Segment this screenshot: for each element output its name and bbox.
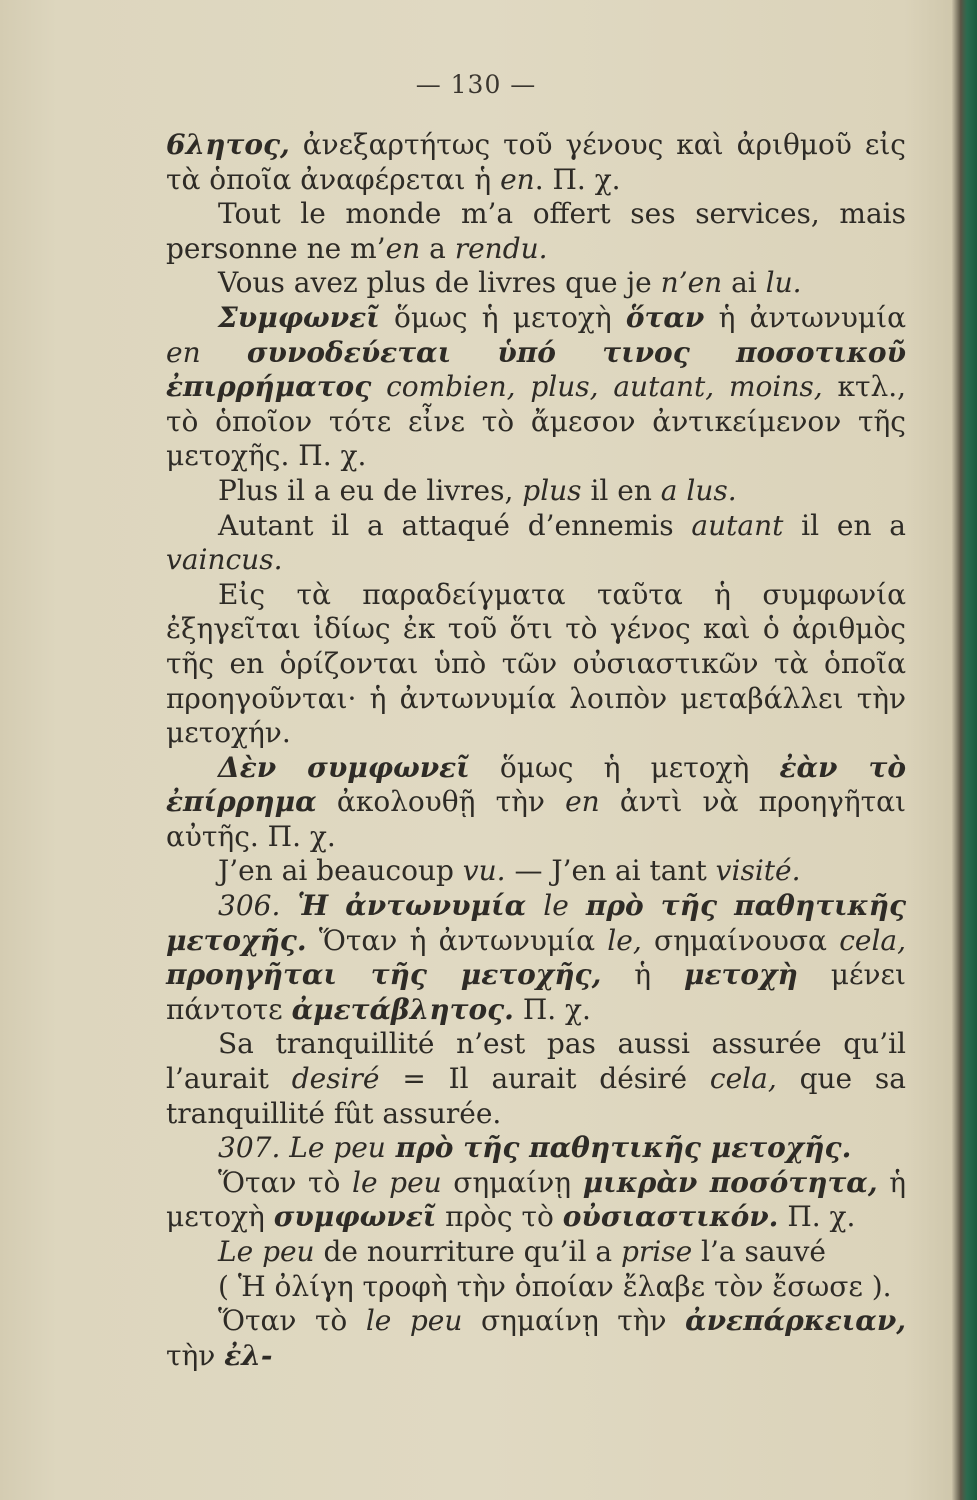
paragraph-agreement-rule: Συμφωνεῖ ὅμως ἡ μετοχὴ ὅταν ἡ ἀντωνυμία en συνοδεύεται ὑπό τινος ποσοτικοῦ ἐπιρρήματος combien, plus, autant, moins, κτλ., τὸ ὁποῖον τότε εἶνε τὸ ἄμεσον ἀντικείμενον τῆς μετοχῆς. Π. χ. (166, 300, 907, 473)
example-sentence: Vous avez plus de livres que je n’en ai lu. (218, 266, 802, 300)
paragraph-no-agreement-rule: Δὲν συμφωνεῖ ὅμως ἡ μετοχὴ ἐὰν τὸ ἐπίρρημα ἀκολουθῇ τὴν en ἀντὶ νὰ προηγῆται αὐτῆς. Π. χ. (166, 750, 906, 853)
example-sentence: Le peu de nourriture qu’il a prise l’a sauvé (218, 1235, 826, 1268)
example-sentence: Plus il a eu de livres, plus il en a lus. (218, 473, 737, 507)
example-sentence: Autant il a attaqué d’ennemis autant il en a vaincus. (166, 508, 906, 577)
section-307: 307. Le peu πρὸ τῆς παθητικῆς μετοχῆς. (218, 1131, 852, 1165)
paragraph-le-peu-quantity: Ὅταν τὸ le peu σημαίνῃ μικρὰν ποσότητα, ἡ μετοχὴ συμφωνεῖ πρὸς τὸ οὐσιαστικόν. Π. χ. (166, 1165, 907, 1234)
paragraph-explanation: Εἰς τὰ παραδείγματα ταῦτα ἡ συμφωνία ἐξηγεῖται ἰδίως ἐκ τοῦ ὅτι τὸ γένος καὶ ὁ ἀριθμὸς τῆς en ὁρίζονται ὑπὸ τῶν οὐσιαστικῶν τὰ ὁποῖα προηγοῦνται· ἡ ἀντωνυμία λοιπὸν μεταβάλλει τὴν μετοχήν. (166, 577, 906, 750)
paragraph-le-peu-insufficiency: Ὅταν τὸ le peu σημαίνῃ τὴν ἀνεπάρκειαν, τὴν ἐλ- (166, 1304, 907, 1372)
section-306: 306. Ἡ ἀντωνυμία le πρὸ τῆς παθητικῆς μετοχῆς. Ὅταν ἡ ἀντωνυμία le, σημαίνουσα cela, προηγῆται τῆς μετοχῆς, ἡ μετοχὴ μένει πάντοτε ἀμετάβλητος. Π. χ. (166, 889, 906, 1026)
example-sentence: Tout le monde m’a offert ses services, mais personne ne m’en a rendu. (166, 197, 906, 265)
page-body (166, 128, 906, 1373)
section-number: 307. (218, 1131, 281, 1165)
book-spine-edge (952, 0, 977, 1500)
section-number: 306. (218, 889, 281, 923)
example-sentence: Sa tranquillité n’est pas aussi assurée qu’il l’aurait desiré = Il aurait désiré cela, que sa tranquillité fût assurée. (166, 1027, 906, 1130)
example-sentence: J’en ai beaucoup vu. — J’en ai tant visité. (218, 854, 801, 888)
page-number-header: — 130 — (415, 70, 537, 99)
paragraph-continuation: 6λητος, ἀνεξαρτήτως τοῦ γένους καὶ ἀριθμοῦ εἰς τὰ ὁποῖα ἀναφέρεται ἡ en. Π. χ. (166, 128, 906, 196)
example-translation: ( Ἡ ὀλίγη τροφὴ τὴν ὁποίαν ἔλαβε τὸν ἔσωσε ). (218, 1269, 892, 1303)
